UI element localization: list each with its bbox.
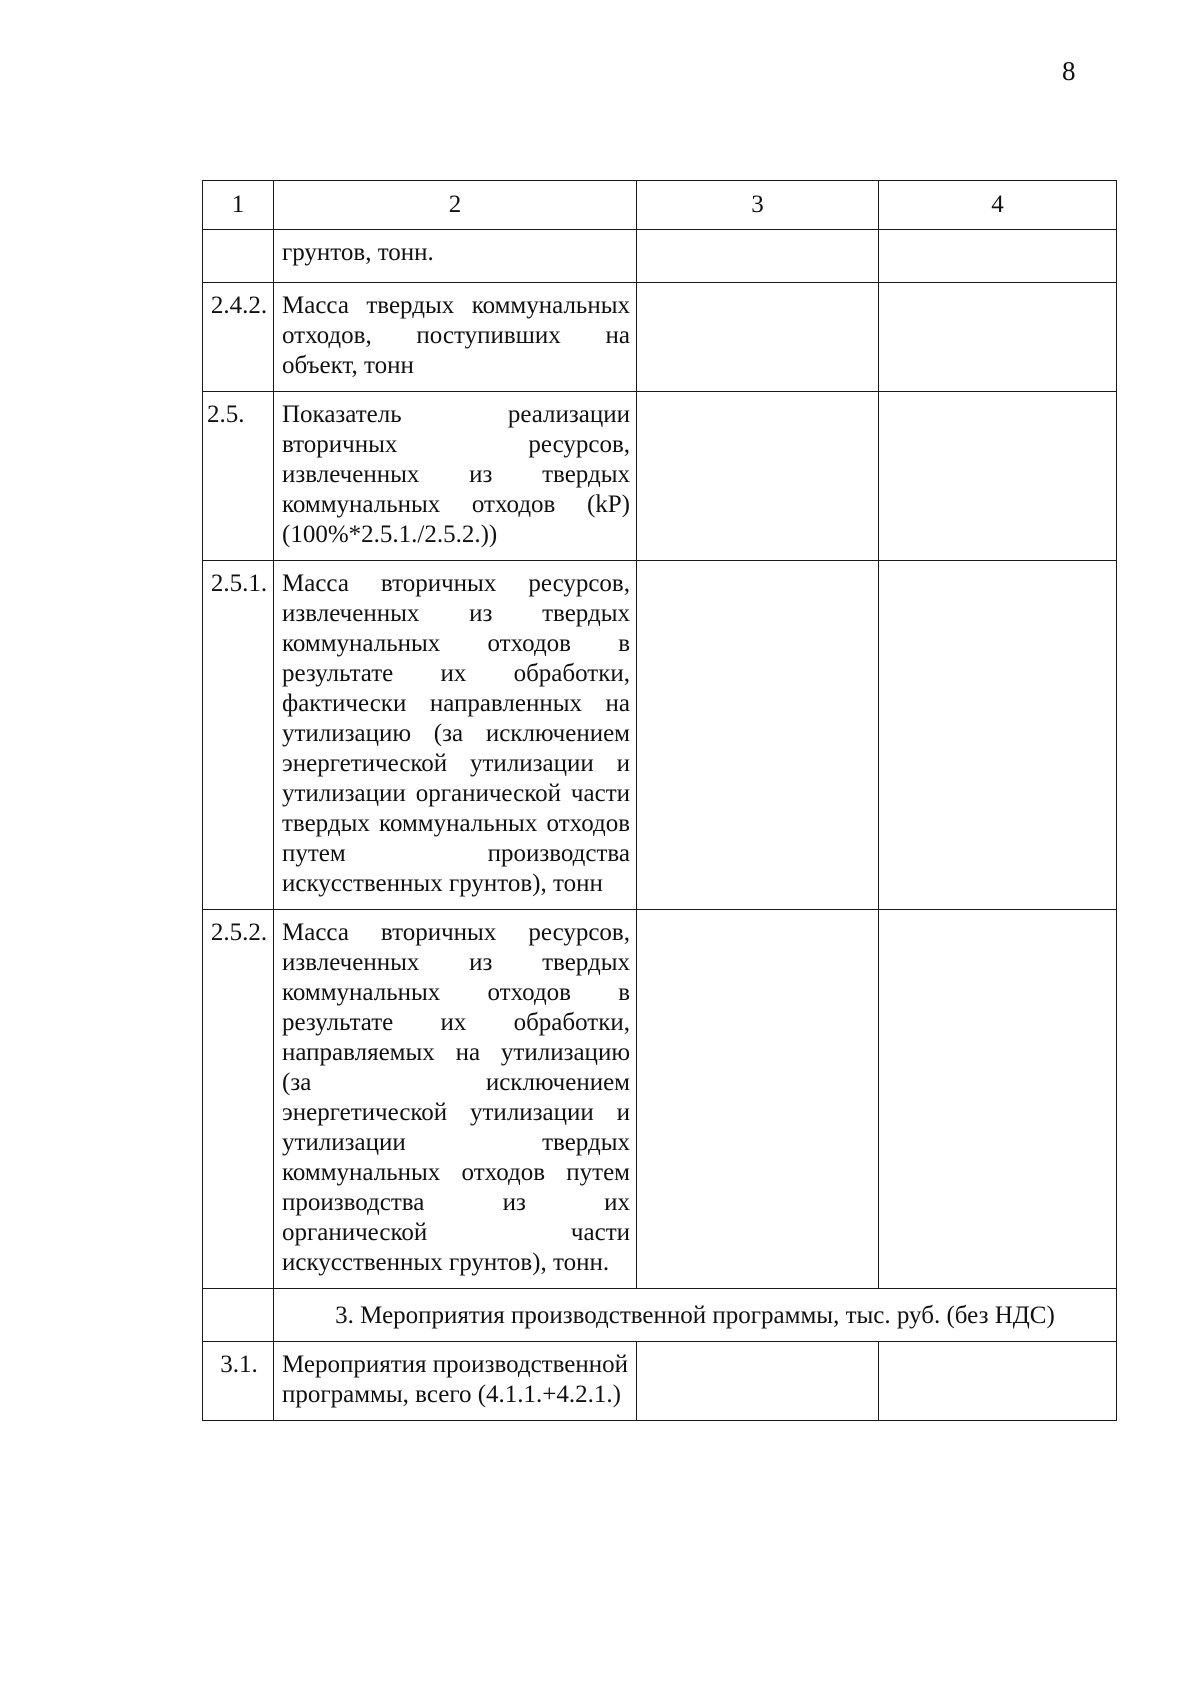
row-value-col-3 (637, 561, 879, 910)
row-value-col-4 (879, 1342, 1117, 1421)
row-value-col-4 (879, 230, 1117, 283)
row-value-col-3 (637, 1342, 879, 1421)
table-row (203, 1342, 1117, 1421)
section-heading-row (203, 1289, 1117, 1342)
row-description: Мероприятия производственной программы, всего (4.1.1.+4.2.1.) (274, 1342, 637, 1421)
row-value-col-3 (637, 392, 879, 561)
row-description: Масса вторичных ресурсов, извлеченных из твердых коммунальных отходов в результате их обработки, фактически направленных на утилизацию (за исключением энергетической утилизации и утилизации органической части твердых коммунальных отходов путем производства искусственных грунтов), тонн (274, 561, 637, 910)
row-number: 3.1. (203, 1342, 274, 1421)
row-number: 2.5.2. (203, 910, 274, 1289)
table-row (203, 910, 1117, 1289)
row-value-col-4 (879, 283, 1117, 392)
row-description: Масса твердых коммунальных отходов, поступивших на объект, тонн (274, 283, 637, 392)
row-number (203, 230, 274, 283)
row-value-col-4 (879, 392, 1117, 561)
row-value-col-3 (637, 283, 879, 392)
indicators-table (202, 180, 1117, 1421)
table-row (203, 230, 1117, 283)
table-row (203, 283, 1117, 392)
section-heading: 3. Мероприятия производственной программы, тыс. руб. (без НДС) (274, 1289, 1117, 1342)
table-row (203, 561, 1117, 910)
row-number: 2.4.2. (203, 283, 274, 392)
row-value-col-3 (637, 910, 879, 1289)
row-value-col-4 (879, 910, 1117, 1289)
row-number: 2.5. (203, 392, 274, 561)
row-value-col-3 (637, 230, 879, 283)
table-row (203, 392, 1117, 561)
header-col-4: 4 (879, 181, 1117, 230)
page-number: 8 (1062, 56, 1076, 86)
header-col-3: 3 (637, 181, 879, 230)
row-number: 2.5.1. (203, 561, 274, 910)
row-description: Масса вторичных ресурсов, извлеченных из твердых коммунальных отходов в результате их обработки, направляемых на утилизацию (за исключением энергетической утилизации и утилизации твердых коммунальных отходов путем производства из их органической части искусственных грунтов), тонн. (274, 910, 637, 1289)
section-heading-spacer (203, 1289, 274, 1342)
row-description: грунтов, тонн. (274, 230, 637, 283)
header-col-1: 1 (203, 181, 274, 230)
row-value-col-4 (879, 561, 1117, 910)
header-col-2: 2 (274, 181, 637, 230)
row-description: Показатель реализации вторичных ресурсов, извлеченных из твердых коммунальных отходов (kP) (100%*2.5.1./2.5.2.)) (274, 392, 637, 561)
table-header-row (203, 181, 1117, 230)
